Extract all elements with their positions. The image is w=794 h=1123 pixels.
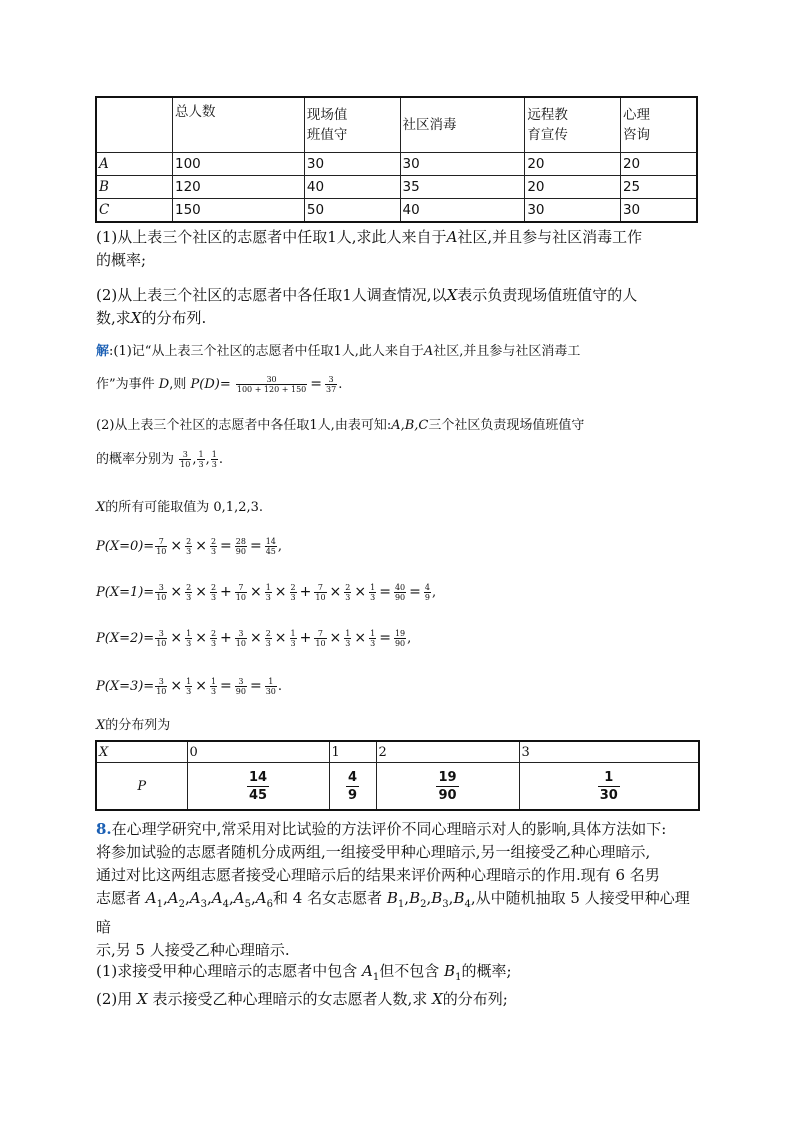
fraction: $\frac{3}{90}$ — [235, 677, 246, 696]
men-list: $A_1,A_2,A_3,A_4,A_5,A_6$ — [145, 889, 274, 910]
table-row — [96, 153, 697, 176]
dist-p-cell: $\frac{19}{90}$ — [376, 763, 519, 811]
dist-x-row — [96, 741, 699, 763]
question-part1: (1)从上表三个社区的志愿者中任取1人,求此人来自于A社区,并且参与社区消毒工作 的概率; — [96, 228, 643, 269]
row-label: A — [96, 153, 173, 176]
table-cell: 120 — [173, 176, 305, 199]
problem-8-q1: (1)求接受甲种心理暗示的志愿者中包含 $A_1$但不包含 $B_1$的概率; — [96, 962, 512, 983]
table-header-row — [96, 97, 697, 153]
solution-step1-formula: 作”为事件 D,则 P(D)= $\frac{30}{100 + 120 + 150}$ = $\frac{3}{37}$ . — [96, 375, 343, 394]
equation-p0: P(X=0)= $\frac{7}{10}$ × $\frac{2}{3}$ × $\frac{2}{3}$ = $\frac{28}{90}$ = $\frac{14}{45}$ , — [96, 537, 283, 556]
volunteer-table — [95, 96, 698, 223]
distribution-table — [95, 740, 700, 811]
fraction: $\frac{2}{3}$ — [186, 583, 192, 602]
header-cell-onsite: 现场值 班值守 — [304, 97, 400, 153]
fraction: $\frac{40}{90}$ — [394, 583, 406, 602]
fraction: $\frac{1}{3}$ — [290, 629, 296, 648]
row-label: B — [96, 176, 173, 199]
table-cell: 25 — [620, 176, 697, 199]
equation-p2: P(X=2)= $\frac{3}{10}$ × $\frac{1}{3}$ × $\frac{2}{3}$ + $\frac{3}{10}$ × $\frac{2}{3}$ × $\frac{1}{3}$ + $\frac{7}{10}$ × $\frac{1}{3}$ × $\frac{1}{3}$ = $\frac{19}{90}$ , — [96, 629, 412, 648]
fraction: $\frac{3}{10}$ — [156, 629, 167, 648]
dist-x-cell: 2 — [376, 741, 519, 763]
dist-x-cell: 3 — [519, 741, 699, 763]
table-row — [96, 176, 697, 199]
header-cell-empty — [96, 97, 173, 153]
dist-p-label: P — [96, 763, 187, 811]
table-cell: 40 — [400, 199, 525, 223]
fraction: $\frac{1}{3}$ — [370, 583, 376, 602]
table-cell: 35 — [400, 176, 525, 199]
question-part2: (2)从上表三个社区的志愿者中各任取1人调查情况,以X表示负责现场值班值守的人 数,求X的分布列. — [96, 286, 638, 327]
fraction: $\frac{1}{3}$ — [186, 677, 192, 696]
dist-x-label: X — [96, 741, 187, 763]
problem-8: 8.在心理学研究中,常采用对比试验的方法评价不同心理暗示对人的影响,具体方法如下: 将参加试验的志愿者随机分成两组,一组接受甲种心理暗示,另一组接受乙种心理暗示, 通过对比这两组志愿者接受心理暗示后的结果来评价两种心理暗示的作用.现有 6 名男 志愿者 $A_1,A_2,A_3,A_4,A_5,A_6$和 4 名女志愿者 $B_1,B_2,B_3,B_4$,从中随机抽取 5 人接受甲种心理暗 示,另 5 人接受乙种心理暗示. — [96, 820, 690, 959]
fraction: $\frac{2}{3}$ — [186, 537, 192, 556]
table-cell: 100 — [173, 153, 305, 176]
dist-p-row — [96, 763, 699, 811]
table-cell: 30 — [304, 153, 400, 176]
fraction: $\frac{1}{3}$ — [345, 629, 351, 648]
dist-p-cell: $\frac{14}{45}$ — [187, 763, 329, 811]
fraction: $\frac{7}{10}$ — [315, 629, 326, 648]
fraction: $\frac{28}{90}$ — [235, 537, 246, 556]
fraction: $\frac{7}{10}$ — [156, 537, 167, 556]
table-cell: 20 — [525, 176, 621, 199]
dist-p-cell: $\frac{4}{9}$ — [329, 763, 376, 811]
table-cell: 30 — [400, 153, 525, 176]
header-cell-remote: 远程教 育宣传 — [525, 97, 621, 153]
fraction: $\frac{2}{3}$ — [210, 583, 217, 602]
fraction: $\frac{1}{3}$ — [186, 629, 192, 648]
dist-p-cell: $\frac{1}{30}$ — [519, 763, 699, 811]
solution-step1: 解:(1)记“从上表三个社区的志愿者中任取1人,此人来自于A社区,并且参与社区消毒工 — [96, 344, 581, 359]
fraction: $\frac{3}{10}$ — [156, 677, 167, 696]
fraction: $\frac{30}{100 + 120 + 150}$ — [236, 375, 307, 394]
header-cell-counsel: 心理 咨询 — [620, 97, 697, 153]
fraction: $\frac{2}{3}$ — [210, 537, 217, 556]
fraction: $\frac{19}{90}$ — [394, 629, 406, 648]
women-list: $B_1,B_2,B_3,B_4$ — [386, 889, 471, 910]
table-cell: 30 — [620, 199, 697, 223]
fraction: $\frac{3}{10}$ — [156, 583, 167, 602]
fraction: $\frac{4}{9}$ — [424, 583, 430, 602]
solution-label: 解 — [96, 344, 110, 359]
fraction: $\frac{2}{3}$ — [290, 583, 296, 602]
fraction: $\frac{1}{30}$ — [265, 677, 276, 696]
fraction: $\frac{1}{3}$ — [265, 583, 271, 602]
fraction: $\frac{14}{45}$ — [265, 537, 276, 556]
table-cell: 40 — [304, 176, 400, 199]
fraction: $\frac{1}{3}$ — [370, 629, 376, 648]
table-cell: 50 — [304, 199, 400, 223]
table-cell: 150 — [173, 199, 305, 223]
solution-values: X的所有可能取值为 0,1,2,3. — [96, 500, 264, 515]
fraction: $\frac{1}{3}$ — [210, 677, 217, 696]
fraction: $\frac{3}{10}$ — [235, 629, 246, 648]
problem-number: 8. — [96, 820, 112, 838]
table-cell: 30 — [525, 199, 621, 223]
solution-step2-probs: 的概率分别为 $\frac{3}{10}$ , $\frac{1}{3}$ , $\frac{1}{3}$ . — [96, 450, 223, 469]
table-cell: 20 — [620, 153, 697, 176]
dist-x-cell: 0 — [187, 741, 329, 763]
equation-p1: P(X=1)= $\frac{3}{10}$ × $\frac{2}{3}$ × $\frac{2}{3}$ + $\frac{7}{10}$ × $\frac{1}{3}$ × $\frac{2}{3}$ + $\frac{7}{10}$ × $\frac{2}{3}$ × $\frac{1}{3}$ = $\frac{40}{90}$ = $\frac{4}{9}$ , — [96, 583, 437, 602]
problem-8-q2: (2)用 X 表示接受乙种心理暗示的女志愿者人数,求 X的分布列; — [96, 990, 508, 1008]
table-cell: 20 — [525, 153, 621, 176]
header-cell-total: 总人数 — [173, 97, 305, 153]
fraction: $\frac{3}{37}$ — [326, 375, 337, 394]
dist-x-cell: 1 — [329, 741, 376, 763]
fraction: $\frac{2}{3}$ — [210, 629, 217, 648]
fraction: $\frac{7}{10}$ — [315, 583, 326, 602]
equation-p3: P(X=3)= $\frac{3}{10}$ × $\frac{1}{3}$ × $\frac{1}{3}$ = $\frac{3}{90}$ = $\frac{1}{30}$ . — [96, 677, 283, 696]
fraction: $\frac{7}{10}$ — [235, 583, 246, 602]
table-row — [96, 199, 697, 223]
solution-step2: (2)从上表三个社区的志愿者中各任取1人,由表可知:A,B,C三个社区负责现场值班值守 — [96, 418, 585, 433]
solution-dist-caption: X的分布列为 — [96, 718, 171, 733]
row-label: C — [96, 199, 173, 223]
fraction: $\frac{2}{3}$ — [345, 583, 351, 602]
header-cell-disinfect: 社区消毒 — [400, 97, 525, 153]
fraction: $\frac{2}{3}$ — [265, 629, 271, 648]
